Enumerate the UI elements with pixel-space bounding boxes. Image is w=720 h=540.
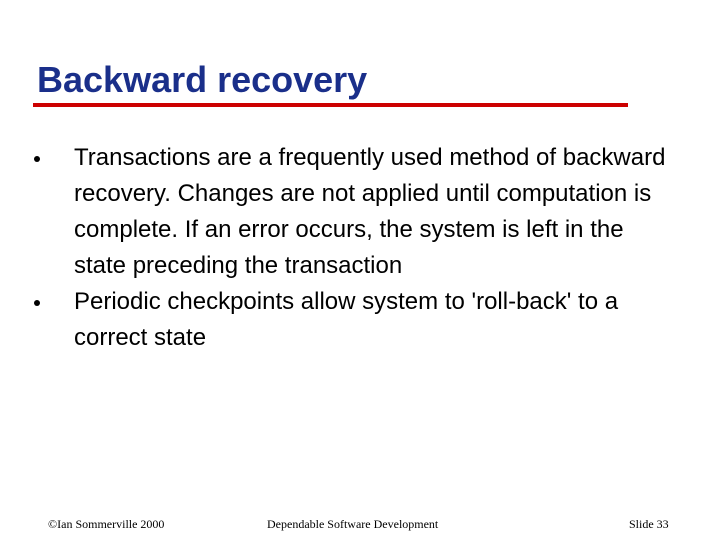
bullet-list <box>0 140 720 356</box>
bullet-dot-icon <box>34 300 40 306</box>
bullet-text: Transactions are a frequently used method of backward recovery. Changes are not applied until computation is complete. If an error occurs, the system is left in the state preceding the transaction <box>74 144 666 279</box>
bullet-item-checkpoints <box>0 284 720 356</box>
bullet-item-transactions <box>0 140 720 284</box>
footer-copyright: ©Ian Sommerville 2000 <box>48 517 165 531</box>
bullet-dot-icon <box>34 156 40 162</box>
footer-slide-number: Slide 33 <box>629 517 669 531</box>
bullet-text: Periodic checkpoints allow system to 'roll-back' to a correct state <box>74 288 619 351</box>
title-underline <box>33 103 628 107</box>
slide-title: Backward recovery <box>37 59 368 100</box>
footer-course-title: Dependable Software Development <box>267 517 439 531</box>
